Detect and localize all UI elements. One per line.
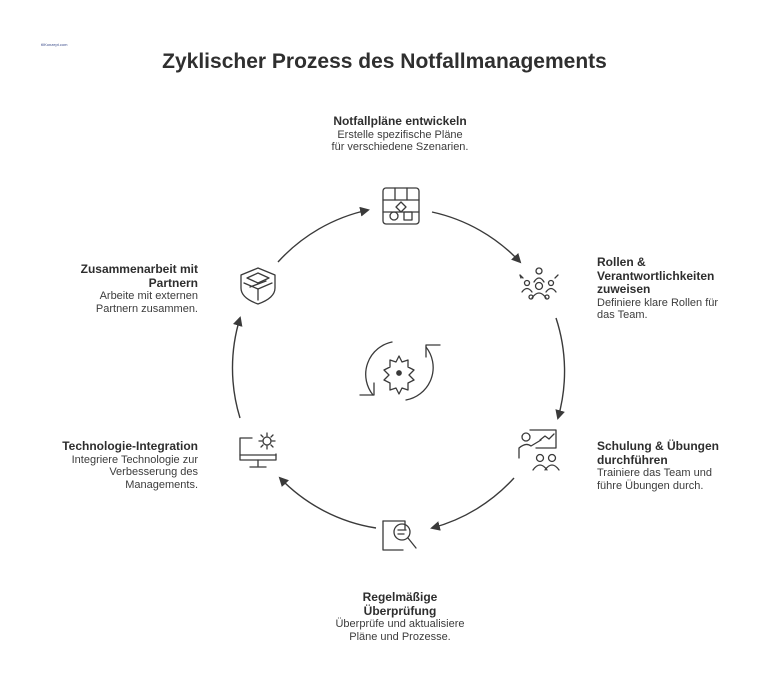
arrow-technology-to-partners: [232, 318, 240, 418]
step-partners-title-1: Zusammenarbeit mit: [80, 262, 198, 276]
step-training-title-1: Schulung & Übungen: [597, 439, 719, 453]
arrow-plans-to-roles: [432, 212, 520, 262]
step-plans: [300, 115, 500, 154]
step-training: [597, 440, 762, 492]
step-technology-title: Technologie-Integration: [62, 439, 198, 453]
brand-logo: tIlKonzept.com: [41, 42, 68, 47]
document-search-icon: [383, 521, 416, 550]
step-review: [300, 591, 500, 643]
arrow-review-to-technology: [280, 478, 376, 528]
step-review-desc-1: Überprüfe und aktualisiere: [335, 618, 465, 630]
step-roles-title-1: Rollen &: [597, 255, 646, 269]
team-network-icon: [520, 268, 558, 299]
step-training-desc-2: führe Übungen durch.: [597, 479, 704, 492]
step-review-title-1: Regelmäßige: [362, 590, 438, 604]
presentation-icon: [519, 430, 559, 470]
step-technology-desc-1: Integriere Technologie zur: [71, 453, 198, 466]
step-roles-desc-2: das Team.: [597, 309, 648, 321]
step-roles-title-3: zuweisen: [597, 282, 651, 296]
step-review-desc-2: Pläne und Prozesse.: [349, 630, 451, 643]
step-plans-desc-1: Erstelle spezifische Pläne: [337, 128, 463, 141]
arrow-training-to-review: [432, 478, 514, 528]
step-review-title-2: Überprüfung: [363, 603, 437, 618]
step-training-desc-1: Trainiere das Team und: [597, 467, 712, 479]
step-technology-desc-2: Verbesserung des: [109, 466, 198, 478]
arrow-roles-to-training: [556, 318, 565, 418]
step-roles: [597, 256, 762, 322]
step-roles-title-2: Verantwortlichkeiten: [597, 268, 715, 283]
step-plans-desc-2: für verschiedene Szenarien.: [331, 141, 469, 153]
step-partners-desc-2: Partnern zusammen.: [95, 302, 198, 315]
shield-layers-icon: [241, 268, 275, 304]
diagram-title: Zyklischer Prozess des Notfallmanagements: [162, 50, 607, 73]
step-partners-desc-1: Arbeite mit externen: [99, 290, 198, 302]
cycle-gear-icon: [360, 342, 440, 400]
flowchart-icon: [383, 188, 419, 224]
step-technology: [30, 440, 198, 491]
step-partners: [30, 263, 198, 315]
step-partners-title-2: Partnern: [148, 275, 198, 290]
step-roles-desc-1: Definiere klare Rollen für: [597, 296, 719, 309]
step-training-title-2: durchführen: [597, 452, 668, 467]
step-plans-title: Notfallpläne entwickeln: [333, 114, 467, 128]
arrow-partners-to-plans: [278, 210, 368, 262]
monitor-gear-icon: [240, 433, 276, 467]
step-technology-desc-3: Managements.: [125, 478, 198, 491]
